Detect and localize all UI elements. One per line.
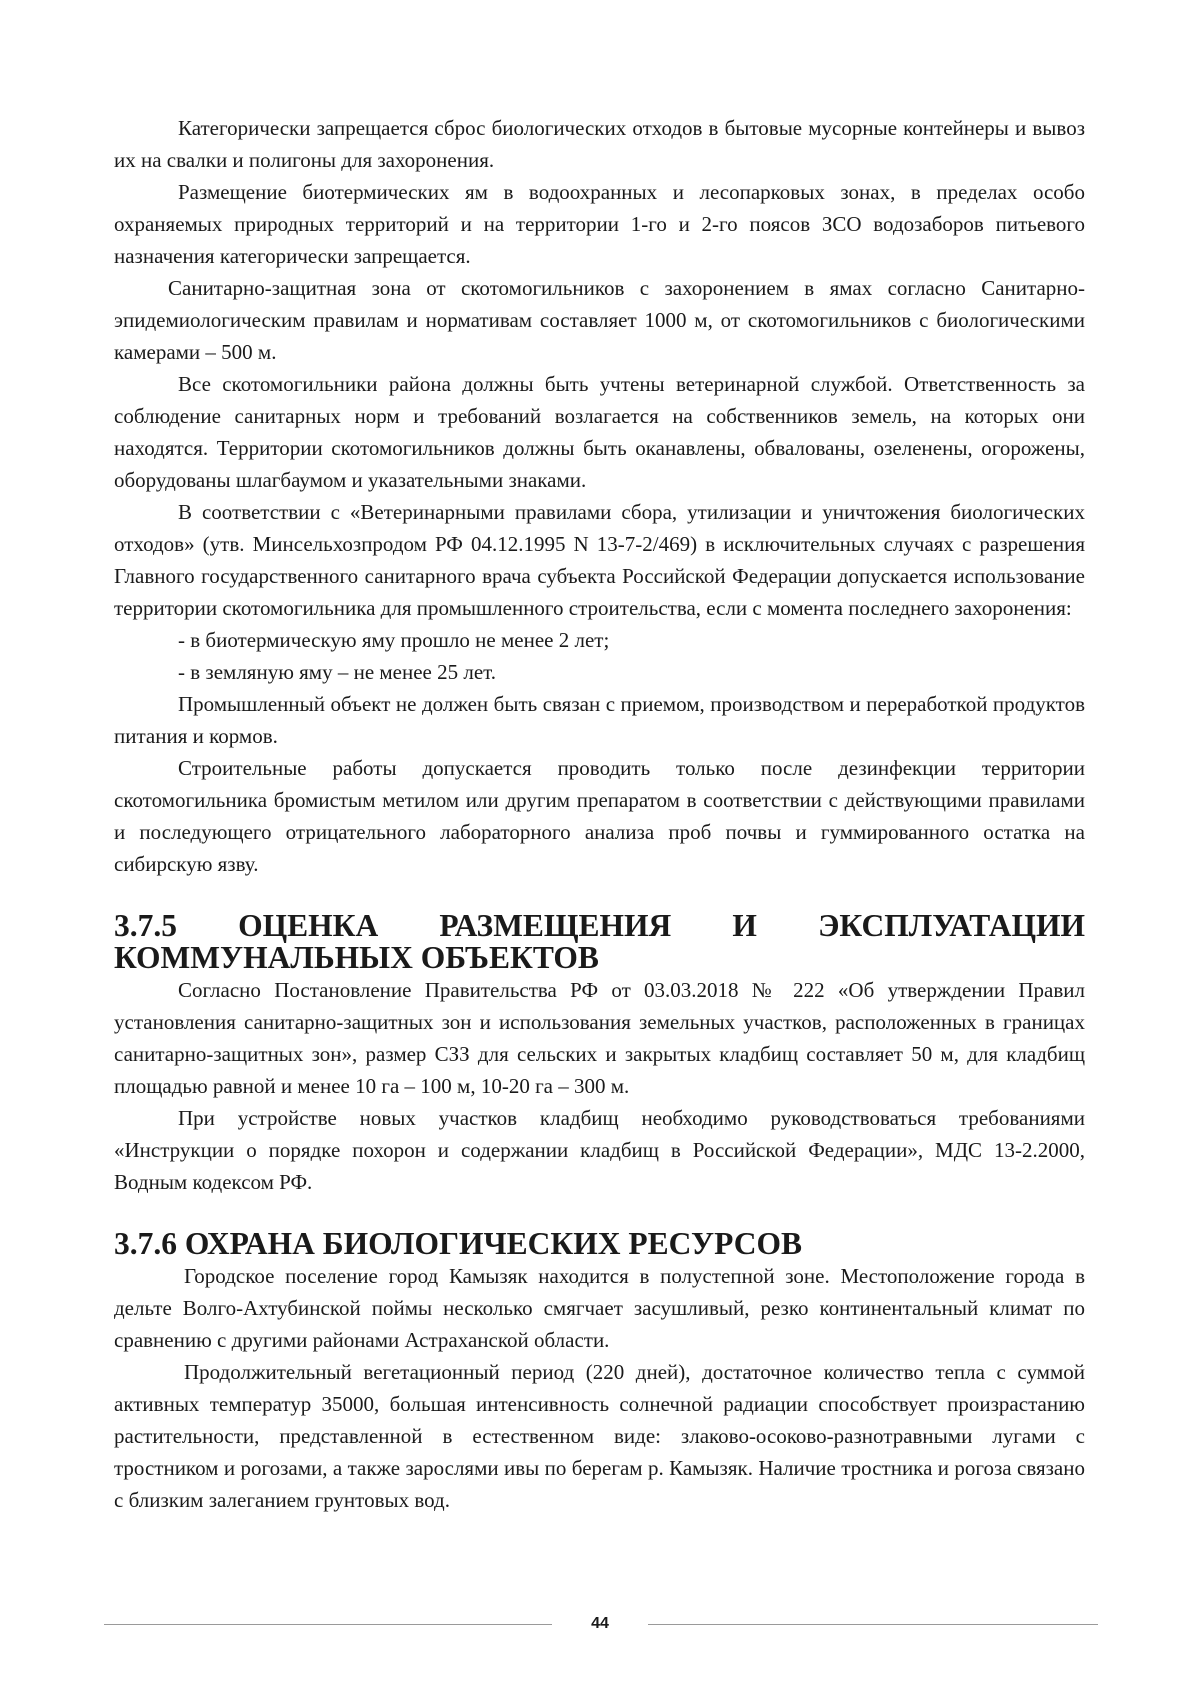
paragraph-szz-cemeteries: Согласно Постановление Правительства РФ от 03.03.2018 № 222 «Об утверждении Правил установления санитарно-защитных зон и использования земельных участков, расположенных в границах санитарно-защитных зон», размер СЗЗ для сельских и закрытых кладбищ составляет 50 м, для кладбищ площадью равной и менее 10 га – 100 м, 10-20 га – 300 м. bbox=[114, 978, 1085, 1098]
paragraph-new-cemeteries: При устройстве новых участков кладбищ необходимо руководствоваться требованиями «Инструкции о порядке похорон и содержании кладбищ в Российской Федерации», МДС 13-2.2000, Водным кодексом РФ. bbox=[114, 1106, 1085, 1194]
page-footer bbox=[104, 1612, 1098, 1636]
page-number: 44 bbox=[591, 1615, 609, 1632]
list-item: - в земляную яму – не менее 25 лет. bbox=[178, 660, 497, 684]
document-page bbox=[114, 112, 1085, 1516]
paragraph-sanitary-zone: Санитарно-защитная зона от скотомогильников с захоронением в ямах согласно Санитарно-эпидемиологическим правилам и нормативам составляет 1000 м, от скотомогильников с биологическими камерами – 500 м. bbox=[114, 276, 1085, 364]
section-heading-3-7-5: 3.7.5 ОЦЕНКА РАЗМЕЩЕНИЯ И ЭКСПЛУАТАЦИИ КОММУНАЛЬНЫХ ОБЪЕКТОВ bbox=[114, 908, 1085, 975]
paragraph-kamyzyak-location: Городское поселение город Камызяк находится в полустепной зоне. Местоположение города в дельте Волго-Ахтубинской поймы несколько смягчает засушливый, резко континентальный климат по сравнению с другими районами Астраханской области. bbox=[114, 1264, 1085, 1352]
paragraph-vegetation: Продолжительный вегетационный период (220 дней), достаточное количество тепла с суммой активных температур 35000, большая интенсивность солнечной радиации способствует произрастанию растительности, представленной в естественном виде: злаково-осоково-разнотравными лугами с тростником и рогозами, а также зарослями ивы по берегам р. Камызяк. Наличие тростника и рогоза связано с близким залеганием грунтовых вод. bbox=[114, 1360, 1085, 1512]
paragraph-biowaste-ban: Категорически запрещается сброс биологических отходов в бытовые мусорные контейнеры и вывоз их на свалки и полигоны для захоронения. bbox=[114, 116, 1085, 172]
list-item: - в биотермическую яму прошло не менее 2 лет; bbox=[178, 628, 610, 652]
paragraph-veterinary-rules: В соответствии с «Ветеринарными правилами сбора, утилизации и уничтожения биологических отходов» (утв. Минсельхозпродом РФ 04.12.1995 N 13-7-2/469) в исключительных случаях с разрешения Главного государственного санитарного врача субъекта Российской Федерации допускается использование территории скотомогильника для промышленного строительства, если с момента последнего захоронения: bbox=[114, 500, 1085, 620]
footer-rule-right bbox=[648, 1624, 1098, 1625]
paragraph-industrial-object: Промышленный объект не должен быть связан с приемом, производством и переработкой продуктов питания и кормов. bbox=[114, 692, 1085, 748]
paragraph-construction-works: Строительные работы допускается проводить только после дезинфекции территории скотомогильника бромистым метилом или другим препаратом в соответствии с действующими правилами и последующего отрицательного лабораторного анализа проб почвы и гуммированного остатка на сибирскую язву. bbox=[114, 756, 1085, 876]
paragraph-cattle-burial-records: Все скотомогильники района должны быть учтены ветеринарной службой. Ответственность за соблюдение санитарных норм и требований возлагается на собственников земель, на которых они находятся. Территории скотомогильников должны быть оканавлены, обвалованы, озеленены, огорожены, оборудованы шлагбаумом и указательными знаками. bbox=[114, 372, 1085, 492]
section-heading-3-7-6: 3.7.6 ОХРАНА БИОЛОГИЧЕСКИХ РЕСУРСОВ bbox=[114, 1226, 802, 1261]
paragraph-biothermal-pits: Размещение биотермических ям в водоохранных и лесопарковых зонах, в пределах особо охраняемых природных территорий и на территории 1-го и 2-го поясов ЗСО водозаборов питьевого назначения категорически запрещается. bbox=[114, 180, 1085, 268]
footer-rule-left bbox=[104, 1624, 552, 1625]
